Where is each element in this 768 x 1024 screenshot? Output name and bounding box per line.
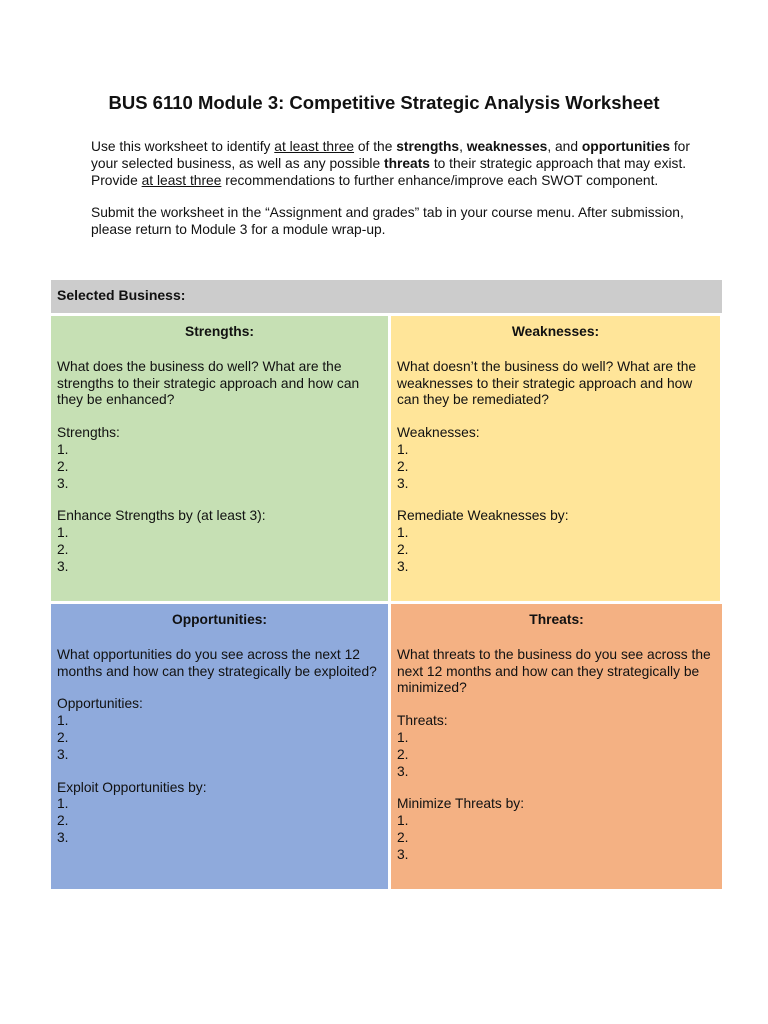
- threats-quadrant[interactable]: [391, 604, 722, 889]
- instructions-text: , and: [547, 139, 582, 154]
- quadrant-heading: Opportunities:: [171, 612, 268, 627]
- list-item: 2.: [57, 813, 69, 829]
- instructions-text: of the: [354, 139, 397, 154]
- quadrant-question: What doesn’t the business do well? What are the weaknesses to their strategic approach and how can they be remediated?: [397, 358, 697, 408]
- list-item: 3.: [397, 763, 409, 779]
- remediate-weaknesses-list: [397, 508, 714, 575]
- list-item: 3.: [57, 558, 69, 574]
- instructions-text: ,: [459, 139, 467, 154]
- list-item: 2.: [397, 541, 409, 557]
- quadrant-question: What does the business do well? What are the strengths to their strategic approach and how can they be enhanced?: [57, 358, 360, 408]
- list-label: Threats:: [397, 713, 448, 729]
- list-item: 2.: [57, 729, 69, 745]
- list-label: Opportunities:: [57, 696, 143, 712]
- threats-list: [397, 713, 716, 780]
- strengths-list: [57, 425, 382, 492]
- quadrant-question: What threats to the business do you see across the next 12 months and how can they strategically be minimized?: [397, 646, 711, 696]
- instructions-text: to their strategic approach that may exist. Provide: [91, 155, 687, 188]
- list-label: Enhance Strengths by (at least 3):: [57, 508, 266, 524]
- list-item: 2.: [397, 746, 409, 762]
- instructions-text: Use this worksheet to identify: [91, 139, 275, 154]
- quadrant-heading: Weaknesses:: [511, 324, 600, 339]
- instructions-text: recommendations to further enhance/improve each SWOT component.: [221, 172, 659, 188]
- selected-business-row[interactable]: Selected Business:: [51, 280, 722, 313]
- quadrant-heading: Threats:: [529, 612, 584, 627]
- quadrant-heading: Strengths:: [185, 324, 254, 339]
- list-label: Minimize Threats by:: [397, 796, 525, 812]
- list-item: 3.: [397, 475, 409, 491]
- list-item: 1.: [57, 525, 69, 541]
- list-item: 3.: [57, 746, 69, 762]
- list-item: 2.: [57, 541, 69, 557]
- list-item: 2.: [397, 829, 409, 845]
- list-item: 3.: [57, 829, 69, 845]
- list-item: 1.: [397, 813, 409, 829]
- instructions-paragraph-2: Submit the worksheet in the “Assignment and grades” tab in your course menu. After submission, please return to Module 3 for a module wrap-up.: [91, 205, 684, 238]
- weaknesses-list: [397, 425, 714, 492]
- enhance-strengths-list: [57, 508, 382, 575]
- list-item: 3.: [397, 846, 409, 862]
- list-label: Weaknesses:: [397, 425, 480, 441]
- instructions-emphasis: at least three: [141, 172, 222, 188]
- weaknesses-quadrant[interactable]: [391, 316, 720, 601]
- list-item: 1.: [397, 729, 409, 745]
- list-label: Remediate Weaknesses by:: [397, 508, 569, 524]
- strengths-quadrant[interactable]: [51, 316, 388, 601]
- instructions-emphasis: at least three: [274, 139, 355, 154]
- list-item: 3.: [57, 475, 69, 491]
- instructions-keyword: weaknesses: [466, 139, 548, 154]
- instructions-keyword: threats: [383, 155, 430, 171]
- list-item: 2.: [57, 458, 69, 474]
- list-item: 1.: [397, 525, 409, 541]
- minimize-threats-list: [397, 796, 716, 863]
- instructions-paragraph-1: [91, 139, 691, 189]
- list-item: 1.: [397, 441, 409, 457]
- list-item: 3.: [397, 558, 409, 574]
- instructions: [91, 139, 691, 239]
- instructions-text: for your selected business, as well as any possible: [91, 139, 690, 171]
- exploit-opportunities-list: [57, 780, 382, 847]
- page-title: BUS 6110 Module 3: Competitive Strategic Analysis Worksheet: [108, 92, 660, 113]
- opportunities-quadrant[interactable]: [51, 604, 388, 889]
- list-label: Strengths:: [57, 425, 120, 441]
- list-label: Exploit Opportunities by:: [57, 779, 207, 795]
- list-item: 1.: [57, 713, 69, 729]
- list-item: 1.: [57, 796, 69, 812]
- opportunities-list: [57, 696, 382, 763]
- list-item: 2.: [397, 458, 409, 474]
- instructions-keyword: opportunities: [581, 139, 670, 154]
- list-item: 1.: [57, 441, 69, 457]
- instructions-keyword: strengths: [396, 139, 460, 154]
- quadrant-question: What opportunities do you see across the next 12 months and how can they strategically be exploited?: [57, 646, 377, 679]
